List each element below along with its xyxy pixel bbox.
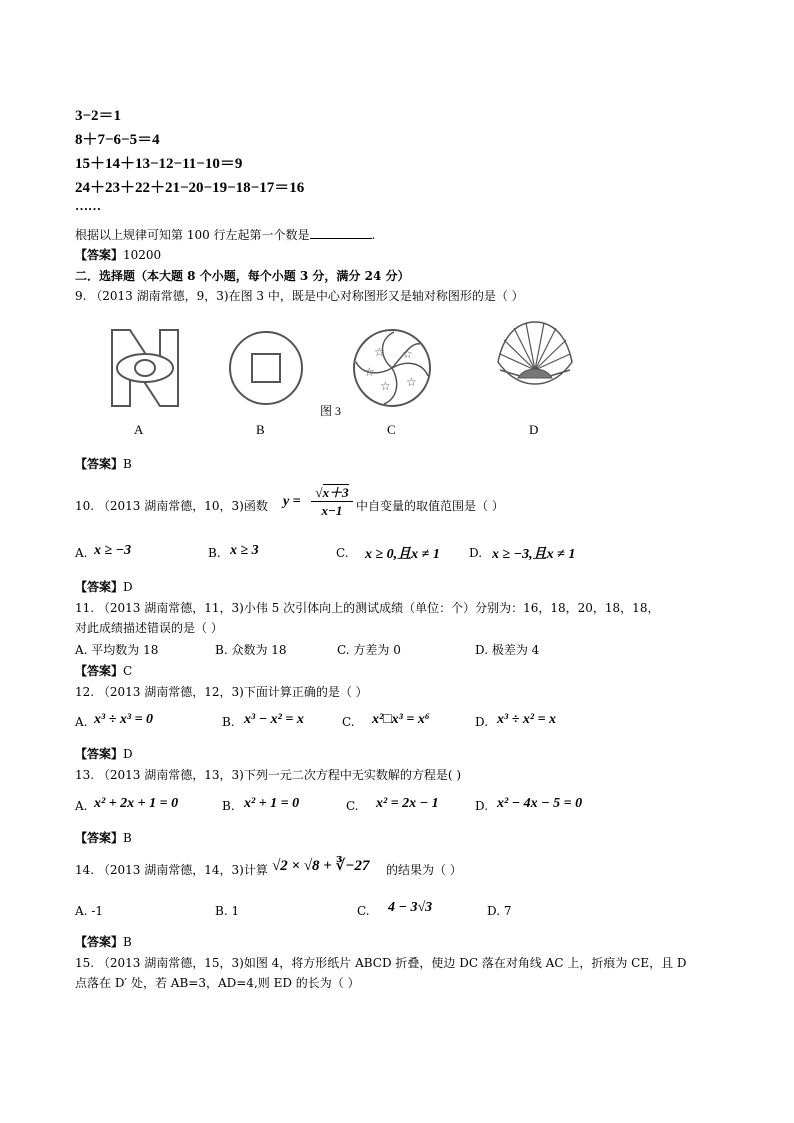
equation-line-2: 8＋7−6−5＝4 xyxy=(75,132,160,148)
svg-text:☆: ☆ xyxy=(364,365,375,379)
option-10-d: x ≥ −3,且x ≠ 1 xyxy=(492,547,576,562)
option-10-c: x ≥ 0,且x ≠ 1 xyxy=(365,547,440,562)
option-letter: D. xyxy=(487,904,501,918)
option-12-d-letter: D. xyxy=(475,715,489,729)
question-15-line-2: 点落在 D′ 处，若 AB=3，AD=4,则 ED 的长为（ ） xyxy=(75,976,360,990)
fraction-numerator xyxy=(311,484,353,502)
equation-line-3: 15＋14＋13−12−11−10＝9 xyxy=(75,156,243,172)
option-12-b-letter: B. xyxy=(222,715,235,729)
option-10-d-letter: D. xyxy=(469,546,483,560)
answer-tag: 【答案】 xyxy=(75,831,124,845)
option-10-b-letter: B. xyxy=(208,546,221,560)
radicand: x＋3 xyxy=(322,485,349,500)
option-14-d xyxy=(487,904,511,918)
question-8-end: . xyxy=(371,228,376,242)
answer-value: 10200 xyxy=(123,248,162,262)
question-11-line-2: 对此成绩描述错误的是（ ） xyxy=(75,621,223,635)
option-13-b: x² + 1 = 0 xyxy=(244,796,300,811)
question-9-text: 9. （2013 湖南常德，9，3)在图 3 中，既是中心对称图形又是轴对称图形的是（ ） xyxy=(75,289,524,303)
option-13-c-letter: C. xyxy=(346,799,359,813)
figure-option-b xyxy=(228,330,304,406)
answer-14 xyxy=(75,933,132,950)
question-13-text: 13. （2013 湖南常德，13，3)下列一元二次方程中无实数解的方程是( ) xyxy=(75,768,462,782)
answer-value: B xyxy=(123,935,132,949)
answer-11 xyxy=(75,662,132,679)
option-14-b xyxy=(215,904,239,918)
figure-label-a: A xyxy=(134,422,144,437)
function-lhs xyxy=(283,494,301,510)
answer-value: D xyxy=(123,747,133,761)
figure-label-b: B xyxy=(256,422,265,437)
option-10-a-letter: A. xyxy=(75,546,88,560)
option-11-a: A. 平均数为 18 xyxy=(75,643,159,657)
fraction xyxy=(311,484,353,520)
option-12-d: x³ ÷ x² = x xyxy=(497,712,557,727)
answer-10 xyxy=(75,578,133,595)
fraction-denominator: x−1 xyxy=(321,503,343,518)
sqrt-symbol: √ xyxy=(315,485,323,500)
option-11-c: C. 方差为 0 xyxy=(337,643,401,657)
question-15-line-1: 15. （2013 湖南常德，15，3)如图 4，将方形纸片 ABCD 折叠，使边 DC 落在对角线 AC 上，折痕为 CE，且 D xyxy=(75,956,687,970)
answer-value: B xyxy=(123,831,132,845)
figure-label-c: C xyxy=(387,422,396,437)
figure-option-d xyxy=(490,318,580,390)
question-14-expression: √2 × √8 + ∛−27 xyxy=(272,858,370,874)
equation-line-1: 3−2＝1 xyxy=(75,108,122,124)
option-14-c-letter: C. xyxy=(357,904,370,918)
answer-tag: 【答案】 xyxy=(75,248,124,262)
answer-9 xyxy=(75,455,132,472)
svg-text:☆: ☆ xyxy=(374,345,385,359)
svg-text:☆: ☆ xyxy=(402,347,413,361)
option-14-c: 4 − 3√3 xyxy=(388,900,433,915)
svg-text:☆: ☆ xyxy=(406,375,417,389)
answer-tag: 【答案】 xyxy=(75,664,124,678)
option-letter: A. xyxy=(75,904,88,918)
answer-8 xyxy=(75,246,161,263)
option-13-a: x² + 2x + 1 = 0 xyxy=(94,796,179,811)
option-value: 7 xyxy=(503,904,512,918)
section-2-title: 二．选择题（本大题 8 个小题，每个小题 3 分，满分 24 分） xyxy=(75,269,410,283)
question-10-prefix: 10. （2013 湖南常德，10，3)函数 xyxy=(75,499,268,513)
option-letter: B. xyxy=(215,904,228,918)
ellipsis: …… xyxy=(75,198,101,213)
option-10-c-letter: C. xyxy=(336,546,349,560)
question-11-line-1: 11. （2013 湖南常德，11，3)小伟 5 次引体向上的测试成绩（单位：个）分别为：16，18，20，18，18， xyxy=(75,601,660,615)
question-12-text: 12. （2013 湖南常德，12，3)下面计算正确的是（ ） xyxy=(75,685,368,699)
option-14-a xyxy=(75,904,103,918)
question-14-suffix: 的结果为（ ） xyxy=(386,863,462,877)
answer-tag: 【答案】 xyxy=(75,457,124,471)
figure-label-d: D xyxy=(529,422,539,437)
svg-text:☆: ☆ xyxy=(380,379,391,393)
option-13-c: x² = 2x − 1 xyxy=(376,796,439,811)
answer-tag: 【答案】 xyxy=(75,580,124,594)
option-value: -1 xyxy=(91,904,104,918)
option-12-b: x³ − x² = x xyxy=(244,712,304,727)
answer-blank xyxy=(310,228,372,239)
function-name: y xyxy=(283,494,290,509)
figure-option-c xyxy=(350,328,434,408)
question-10-suffix: 中自变量的取值范围是（ ） xyxy=(356,499,504,513)
option-13-d-letter: D. xyxy=(475,799,489,813)
answer-value: C xyxy=(123,664,133,678)
option-13-a-letter: A. xyxy=(75,799,88,813)
option-11-b: B. 众数为 18 xyxy=(215,643,287,657)
option-10-a: x ≥ −3 xyxy=(94,543,132,558)
option-13-b-letter: B. xyxy=(222,799,235,813)
option-10-b: x ≥ 3 xyxy=(230,543,259,558)
question-14-prefix: 14. （2013 湖南常德，14，3)计算 xyxy=(75,863,268,877)
answer-13 xyxy=(75,829,132,846)
option-12-a-letter: A. xyxy=(75,715,88,729)
option-13-d: x² − 4x − 5 = 0 xyxy=(497,796,583,811)
option-12-c-letter: C. xyxy=(342,715,355,729)
answer-tag: 【答案】 xyxy=(75,935,124,949)
equation-line-4: 24＋23＋22＋21−20−19−18−17＝16 xyxy=(75,180,305,196)
option-12-a: x³ ÷ x³ = 0 xyxy=(94,712,154,727)
option-11-d: D. 极差为 4 xyxy=(475,643,540,657)
figure-caption: 图 3 xyxy=(320,404,342,418)
answer-value: B xyxy=(123,457,132,471)
answer-tag: 【答案】 xyxy=(75,747,124,761)
answer-value: D xyxy=(123,580,133,594)
equals-sign: = xyxy=(292,494,301,509)
question-8-text xyxy=(75,226,375,243)
option-value: 1 xyxy=(231,904,240,918)
question-8-prompt: 根据以上规律可知第 100 行左起第一个数是 xyxy=(75,228,310,242)
answer-12 xyxy=(75,745,133,762)
option-12-c: x²□x³ = x⁶ xyxy=(372,712,430,727)
figure-option-a xyxy=(110,328,180,408)
